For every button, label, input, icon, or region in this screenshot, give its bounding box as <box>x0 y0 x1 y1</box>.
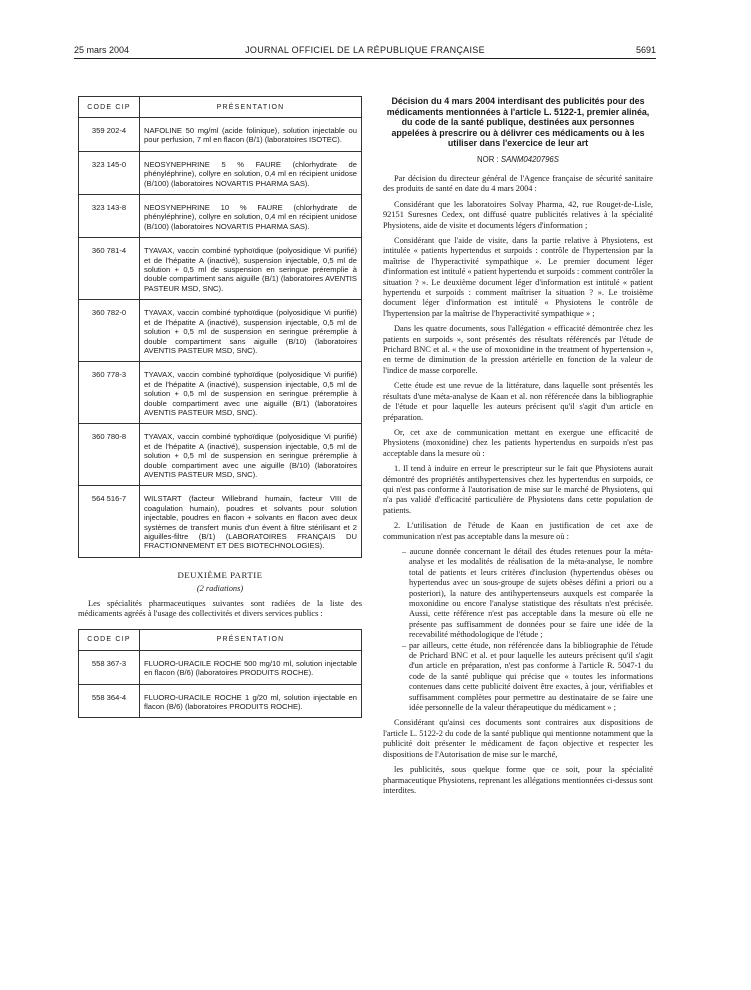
decision-paragraph: 2. L'utilisation de l'étude de Kaan en justification de cet axe de communication n'est pas acceptable dans la mesure où : <box>383 521 653 541</box>
cip-table-additions <box>78 96 362 558</box>
decision-paragraph: Or, cet axe de communication mettant en exergue une efficacité de Physiotens (moxonidine) chez les patients hypertendus en surpoids n'est pas acceptable dans la mesure où : <box>383 427 653 458</box>
table-header-code: CODE CIP <box>79 629 140 650</box>
cip-code: 564 516-7 <box>79 486 140 557</box>
cip-code: 558 367-3 <box>79 650 140 684</box>
part-intro: Les spécialités pharmaceutiques suivantes sont radiées de la liste des médicaments agréés à l'usage des collectivités et divers services publics : <box>78 598 362 619</box>
presentation-text: TYAVAX, vaccin combiné typhoïdique (polyosidique Vi purifié) et de l'hépatite A (inactivé), suspension injectable, 0,5 ml de solution + 0,5 ml de suspension en seringue préremplie à double compartiment sans aiguille (B/10) (laboratoires AVENTIS PASTEUR MSD, SNC). <box>140 300 362 362</box>
decision-paragraph: Considérant que l'aide de visite, dans la partie relative à Physiotens, est intitulée « patients hypertendus et surpoids : contrôle de l'hypertension par la maîtrise de l'hyperactivité sympathique ». Le premier document léger d'information est intitulé « patient hypertendu et surpoids : comment contrôler la situation ? ». Le deuxième document léger d'information est intitulé « patient hypertendu et surpoids : comment maîtriser la situation ? ». Le troisième document léger d'information est intitulé « Physiotens le contrôle de l'hypertension par la maîtrise de l'hyperactivité sympathique » ; <box>383 236 653 318</box>
cip-code: 360 780-8 <box>79 424 140 486</box>
decision-paragraph: Cette étude est une revue de la littérature, dans laquelle sont présentés les résultats d'une méta-analyse de Kaan et al. non référencée dans la bibliographie de l'étude et pour laquelle les auteurs précisent qu'il s'agit d'un article en préparation. <box>383 381 653 422</box>
header-date: 25 mars 2004 <box>74 45 130 55</box>
table-row <box>79 300 362 362</box>
cip-code: 359 202-4 <box>79 118 140 152</box>
header-journal-title: JOURNAL OFFICIEL DE LA RÉPUBLIQUE FRANÇAISE <box>245 45 485 55</box>
table-row <box>79 684 362 718</box>
presentation-text: NEOSYNEPHRINE 5 % FAURE (chlorhydrate de phényléphrine), collyre en solution, 0,4 ml en récipient unidose (B/100) (laboratoires NOVARTIS PHARMA SAS). <box>140 151 362 194</box>
cip-table-radiations <box>78 629 362 719</box>
table-row <box>79 238 362 300</box>
right-column <box>383 96 653 801</box>
decision-paragraph: Considérant que les laboratoires Solvay Pharma, 42, rue Rouget-de-Lisle, 92151 Suresnes Cedex, ont diffusé quatre publicités relatives à la spécialité Physiotens, aide de visite et documents légers d'information ; <box>383 199 653 230</box>
nor-label: NOR : <box>477 154 499 164</box>
table-header-code: CODE CIP <box>79 97 140 118</box>
cip-code: 360 782-0 <box>79 300 140 362</box>
decision-title: Décision du 4 mars 2004 interdisant des publicités pour des médicaments mentionnées à l'article L. 5122-1, premier alinéa, du code de la santé publique, destinées aux personnes appelées à prescrire ou à délivrer ces médicaments ou à les utiliser dans l'exercice de leur art <box>386 96 650 149</box>
decision-paragraph: Considérant qu'ainsi ces documents sont contraires aux dispositions de l'article L. 5122-2 du code de la santé publique qui mentionne notamment que la publicité doit présenter le médicament de façon objective et respecter les dispositions de l'Autorisation de mise sur le marché, <box>383 718 653 759</box>
list-item: – par ailleurs, cette étude, non référencée dans la bibliographie de l'étude de Prichard BNC et al. et pour laquelle les auteurs précisent qu'il s'agit d'un article en préparation, n'est pas conforme à l'article R. 5047-1 du code de la santé publique qui précise que « toutes les informations contenues dans cette publicité doivent être exactes, à jour, vérifiables et suffisamment complètes pour permettre au destinataire de se faire une idée personnelle de la valeur thérapeutique du médicament » ; <box>383 641 653 714</box>
table-header-presentation: PRÉSENTATION <box>140 97 362 118</box>
left-column <box>78 96 362 718</box>
part-subtitle: (2 radiations) <box>196 583 244 593</box>
cip-code: 360 778-3 <box>79 362 140 424</box>
nor-reference <box>383 155 653 164</box>
presentation-text: FLUORO-URACILE ROCHE 1 g/20 ml, solution injectable en flacon (B/6) (laboratoires PRODUITS ROCHE). <box>140 684 362 718</box>
header-page-number: 5691 <box>635 45 656 55</box>
cip-code: 360 781-4 <box>79 238 140 300</box>
presentation-text: TYAVAX, vaccin combiné typhoïdique (polyosidique Vi purifié) et de l'hépatite A (inactivé), suspension injectable, 0,5 ml de solution + 0,5 ml de suspension en seringue préremplie à double compartiment sans aiguille (B/1) (laboratoires AVENTIS PASTEUR MSD, SNC). <box>140 238 362 300</box>
cip-code: 558 364-4 <box>79 684 140 718</box>
nor-code: SANM0420796S <box>500 154 559 164</box>
presentation-text: FLUORO-URACILE ROCHE 500 mg/10 ml, solution injectable en flacon (B/6) (laboratoires PRODUITS ROCHE). <box>140 650 362 684</box>
cip-code: 323 143-8 <box>79 195 140 238</box>
decision-paragraph: les publicités, sous quelque forme que ce soit, pour la spécialité pharmaceutique Physiotens, reprenant les allégations mentionnées ci-dessus sont interdites. <box>383 765 653 795</box>
table-row <box>79 486 362 557</box>
decision-paragraph: 1. Il tend à induire en erreur le prescripteur sur le fait que Physiotens aurait démontré des propriétés antihypertensives chez les hypertendus en surpoids, ce qui n'est pas conforme à l'autorisation de mise sur le marché de Physiotens, qui n'a pas validé d'efficacité particulière de Physiotens dans cette population de patients. <box>383 464 653 515</box>
table-header-presentation: PRÉSENTATION <box>140 629 362 650</box>
table-row <box>79 195 362 238</box>
decision-paragraph: Par décision du directeur général de l'Agence française de sécurité sanitaire des produits de santé en date du 4 mars 2004 : <box>383 173 653 194</box>
table-row <box>79 424 362 486</box>
presentation-text: NAFOLINE 50 mg/ml (acide folinique), solution injectable ou pour perfusion, 7 ml en flacon (B/1) (laboratoires ISOTEC). <box>140 118 362 152</box>
presentation-text: WILSTART (facteur Willebrand humain, facteur VIII de coagulation humain), poudres et solvants pour solution injectable, poudres en flacon + solvants en flacon avec deux systèmes de transfert munis d'un évent à filtre stérilisant et 2 aiguilles-filtre (B/1) (LABORATOIRES FRANÇAIS DU FRACTIONNEMENT ET DES BIOTECHNOLOGIES). <box>140 486 362 557</box>
table-row <box>79 151 362 194</box>
presentation-text: NEOSYNEPHRINE 10 % FAURE (chlorhydrate de phényléphrine), collyre en solution, 0,4 ml en récipient unidose (B/100) (laboratoires NOVARTIS PHARMA SAS). <box>140 195 362 238</box>
list-item: – aucune donnée concernant le détail des études retenues pour la méta-analyse et les modalités de réalisation de la méta-analyse, le nombre total de patients et leurs critères d'inclusion (hypertendus obèses ou hypertendus avec un sous-groupe de sujets obèses défini a priori ou a posteriori), la nature des antihypertenseurs auxquels est comparée la moxonidine ou encore l'analyse statistique des résultats n'est précisée. Aussi, cette référence n'est pas acceptable dans la mesure où elle ne présente pas suffisamment de données pour se faire une idée de la recevabilité méthodologique de l'étude ; <box>383 547 653 641</box>
table-row <box>79 118 362 152</box>
part-title: DEUXIÈME PARTIE <box>177 569 263 580</box>
header-rule <box>74 58 656 59</box>
presentation-text: TYAVAX, vaccin combiné typhoïdique (polyosidique Vi purifié) et de l'hépatite A (inactivé), suspension injectable, 0,5 ml de solution + 0,5 ml de suspension en seringue préremplie à double compartiment avec une aiguille (B/10) (laboratoires AVENTIS PASTEUR MSD, SNC). <box>140 424 362 486</box>
table-row <box>79 650 362 684</box>
presentation-text: TYAVAX, vaccin combiné typhoïdique (polyosidique Vi purifié) et de l'hépatite A (inactivé), suspension injectable, 0,5 ml de solution + 0,5 ml de suspension en seringue préremplie à double compartiment avec une aiguille (B/1) (laboratoires AVENTIS PASTEUR MSD, SNC). <box>140 362 362 424</box>
decision-paragraph: Dans les quatre documents, sous l'allégation « efficacité démontrée chez les patients en surpoids », sont présentés des résultats référencés par l'étude de Prichard BNC et al. « the use of moxonidine in the treatment of hypertension », en terme de diminution de la pression artérielle en fonction de la valeur de l'indice de masse corporelle. <box>383 324 653 375</box>
decision-bullet-list <box>383 547 653 714</box>
table-row <box>79 362 362 424</box>
cip-code: 323 145-0 <box>79 151 140 194</box>
